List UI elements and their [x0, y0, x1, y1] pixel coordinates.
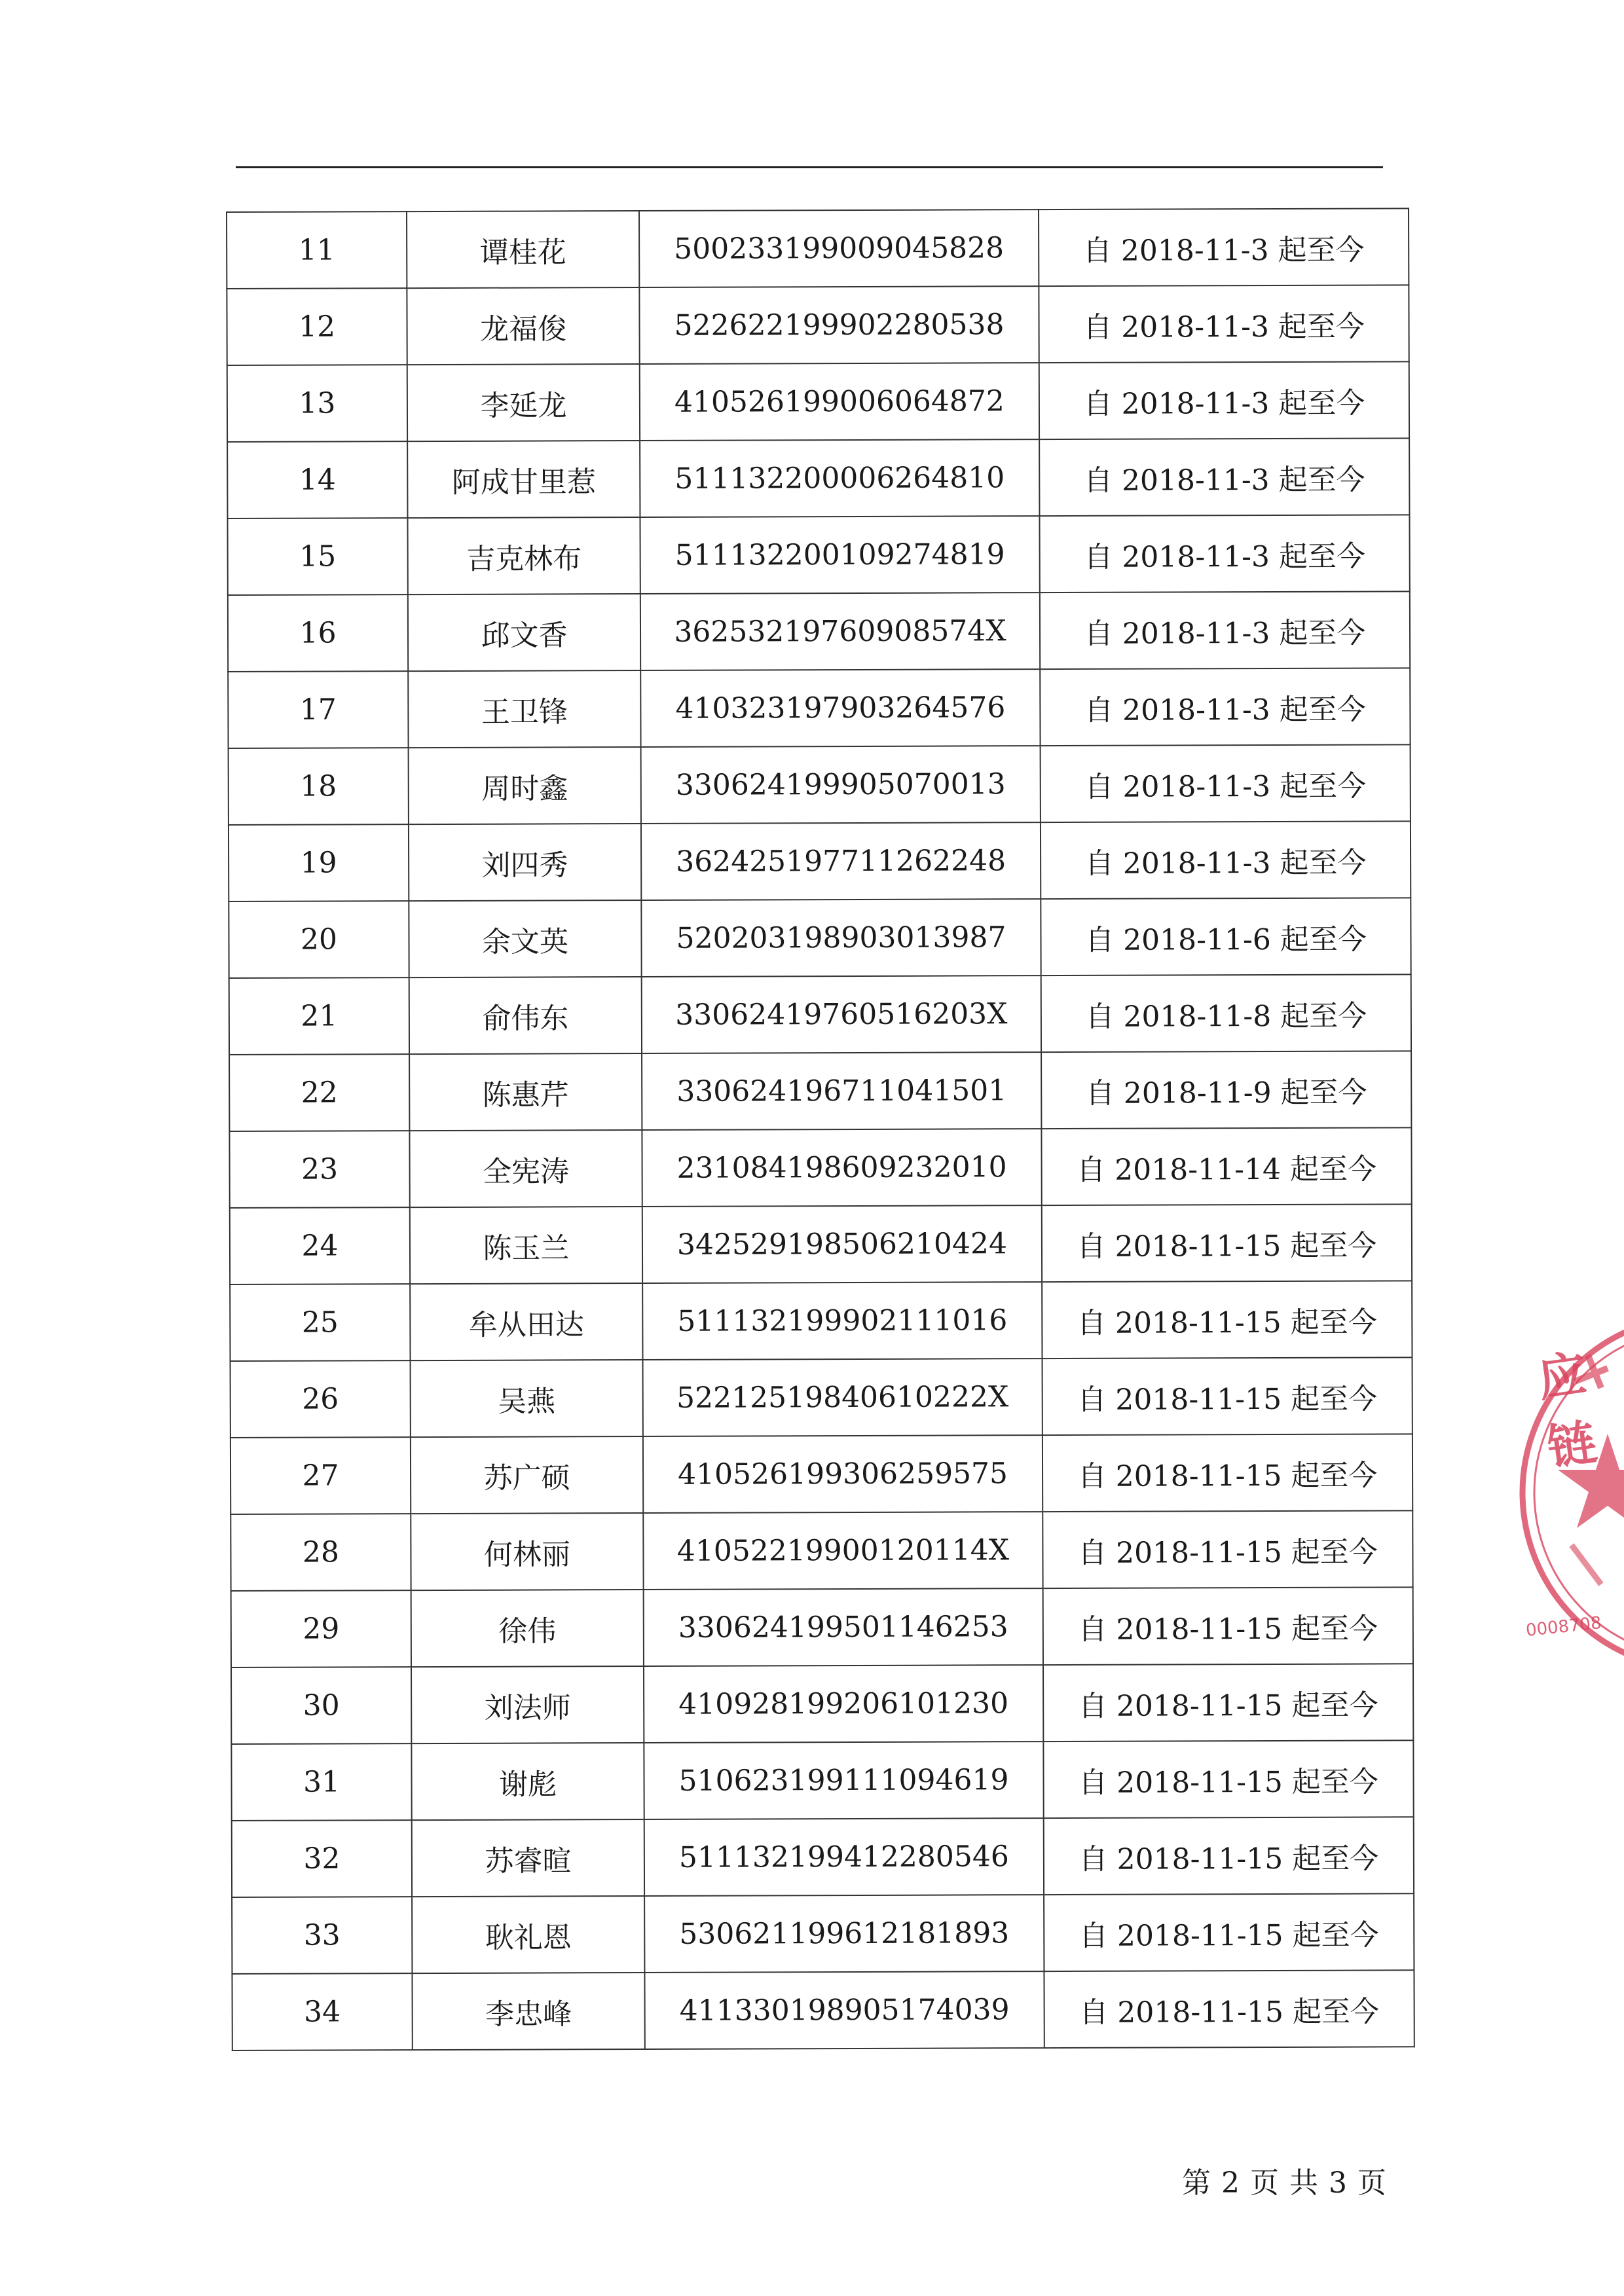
row-number: 22 [229, 1054, 409, 1131]
row-number: 25 [230, 1284, 410, 1361]
id-number: 511132199902111016 [642, 1282, 1042, 1360]
employment-period: 自 2018-11-15 起至今 [1042, 1281, 1412, 1358]
employment-period: 自 2018-11-15 起至今 [1043, 1587, 1413, 1665]
row-number: 11 [227, 211, 407, 289]
table-row [231, 1740, 1413, 1821]
row-number: 15 [227, 518, 407, 595]
employment-period: 自 2018-11-15 起至今 [1043, 1740, 1413, 1818]
person-name: 刘法师 [411, 1666, 644, 1743]
person-name: 李延龙 [407, 364, 640, 441]
id-number: 410526199006064872 [640, 363, 1039, 441]
row-number: 23 [229, 1131, 409, 1208]
id-number: 330624199905070013 [641, 746, 1041, 824]
table-row [227, 515, 1409, 595]
employee-table [226, 208, 1415, 2051]
row-number: 29 [231, 1590, 411, 1667]
person-name: 谢彪 [411, 1743, 644, 1820]
id-number: 511132199412280546 [644, 1818, 1044, 1896]
person-name: 刘四秀 [409, 824, 641, 901]
employment-period: 自 2018-11-3 起至今 [1040, 668, 1410, 746]
employment-period: 自 2018-11-15 起至今 [1044, 1817, 1414, 1895]
table-row [231, 1664, 1413, 1744]
person-name: 余文英 [409, 900, 641, 977]
employment-period: 自 2018-11-3 起至今 [1039, 208, 1409, 286]
table-row [231, 1357, 1412, 1438]
table-row [231, 1510, 1412, 1591]
id-number: 410928199206101230 [644, 1665, 1043, 1743]
table-row [229, 1127, 1411, 1208]
employment-period: 自 2018-11-14 起至今 [1041, 1127, 1411, 1205]
row-number: 19 [229, 824, 409, 902]
table-row [231, 1587, 1413, 1667]
employment-period: 自 2018-11-3 起至今 [1040, 591, 1410, 669]
row-number: 12 [227, 288, 407, 365]
id-number: 522622199902280538 [639, 286, 1039, 364]
employment-period: 自 2018-11-15 起至今 [1043, 1664, 1413, 1741]
id-number: 520203198903013987 [641, 899, 1041, 977]
employment-period: 自 2018-11-3 起至今 [1039, 361, 1409, 439]
table-row [228, 591, 1410, 672]
row-number: 13 [227, 365, 407, 442]
employment-period: 自 2018-11-3 起至今 [1039, 285, 1409, 363]
id-number: 330624196711041501 [642, 1052, 1041, 1130]
employment-period: 自 2018-11-3 起至今 [1039, 515, 1409, 592]
row-number: 34 [232, 1973, 412, 2050]
employment-period: 自 2018-11-15 起至今 [1042, 1204, 1412, 1282]
row-number: 17 [228, 671, 408, 748]
id-number: 52212519840610222X [643, 1358, 1043, 1436]
row-number: 16 [228, 594, 408, 672]
id-number: 511132200006264810 [640, 439, 1039, 517]
table-row [227, 361, 1409, 442]
row-number: 18 [229, 748, 409, 825]
employment-period: 自 2018-11-15 起至今 [1044, 1970, 1414, 2048]
person-name: 陈惠芹 [409, 1053, 642, 1131]
row-number: 21 [229, 977, 409, 1055]
employment-period: 自 2018-11-15 起至今 [1044, 1893, 1414, 1971]
row-number: 26 [231, 1360, 411, 1438]
row-number: 32 [232, 1820, 412, 1897]
table-row [228, 668, 1410, 748]
person-name: 耿礼恩 [412, 1896, 644, 1973]
seal-code: 0008708 [1524, 1613, 1603, 1641]
person-name: 谭桂花 [407, 211, 639, 288]
table-row [229, 1051, 1411, 1131]
employment-period: 自 2018-11-3 起至今 [1039, 438, 1409, 516]
id-number: 411330198905174039 [644, 1971, 1044, 2049]
table-row [229, 974, 1411, 1055]
employment-period: 自 2018-11-9 起至今 [1041, 1051, 1411, 1129]
row-number: 27 [231, 1437, 411, 1514]
id-number: 410323197903264576 [640, 669, 1040, 747]
table-row [231, 1434, 1412, 1514]
table-row [227, 438, 1409, 519]
person-name: 吉克林布 [407, 517, 640, 594]
row-number: 31 [231, 1743, 411, 1821]
table-row [230, 1204, 1412, 1285]
table-row [232, 1970, 1414, 2050]
person-name: 周时鑫 [409, 747, 641, 824]
row-number: 20 [229, 901, 409, 978]
table-row [230, 1281, 1412, 1361]
id-number: 231084198609232010 [642, 1129, 1041, 1207]
row-number: 30 [231, 1667, 411, 1744]
row-number: 33 [232, 1897, 412, 1974]
id-number: 530621199612181893 [644, 1895, 1044, 1973]
person-name: 全宪涛 [409, 1130, 642, 1207]
row-number: 14 [227, 441, 407, 519]
table-row [232, 1893, 1414, 1974]
table-row [229, 821, 1411, 902]
row-number: 24 [230, 1207, 410, 1285]
employment-period: 自 2018-11-3 起至今 [1041, 821, 1411, 899]
table-row [232, 1817, 1414, 1897]
id-number: 36253219760908574X [640, 592, 1040, 670]
table-row [229, 898, 1411, 978]
id-number: 342529198506210424 [642, 1205, 1042, 1283]
company-seal [1509, 1309, 1624, 1676]
seal-lettering: 应链 [1534, 1345, 1600, 1477]
person-name: 王卫锋 [408, 670, 640, 748]
person-name: 李忠峰 [412, 1973, 644, 2050]
person-name: 苏广硕 [411, 1436, 643, 1514]
person-name: 何林丽 [411, 1513, 643, 1590]
person-name: 徐伟 [411, 1590, 644, 1667]
person-name: 阿成甘里惹 [407, 441, 640, 518]
employment-period: 自 2018-11-8 起至今 [1041, 974, 1411, 1052]
page-footer: 第 2 页 共 3 页 [1182, 2166, 1387, 2200]
header-rule [236, 166, 1383, 168]
employment-period: 自 2018-11-15 起至今 [1043, 1357, 1412, 1435]
table-row [227, 208, 1409, 289]
id-number: 330624199501146253 [644, 1588, 1043, 1666]
id-number: 41052219900120114X [643, 1512, 1043, 1590]
person-name: 俞伟东 [409, 977, 642, 1054]
table-row [229, 744, 1411, 825]
person-name: 吴燕 [411, 1360, 643, 1437]
id-number: 511132200109274819 [640, 516, 1039, 594]
employment-period: 自 2018-11-6 起至今 [1041, 898, 1411, 975]
employment-period: 自 2018-11-3 起至今 [1041, 744, 1411, 822]
id-number: 500233199009045828 [639, 210, 1039, 287]
id-number: 362425197711262248 [641, 822, 1041, 900]
person-name: 龙福俊 [407, 287, 639, 365]
employment-period: 自 2018-11-15 起至今 [1043, 1434, 1412, 1512]
table-row [227, 285, 1409, 365]
person-name: 陈玉兰 [410, 1207, 642, 1284]
id-number: 410526199306259575 [643, 1435, 1043, 1513]
person-name: 邱文香 [408, 594, 640, 671]
id-number: 33062419760516203X [642, 975, 1041, 1053]
employment-period: 自 2018-11-15 起至今 [1043, 1510, 1412, 1588]
person-name: 牟从田达 [410, 1283, 642, 1360]
row-number: 28 [231, 1514, 411, 1591]
id-number: 510623199111094619 [644, 1741, 1043, 1819]
person-name: 苏睿暄 [412, 1819, 644, 1897]
